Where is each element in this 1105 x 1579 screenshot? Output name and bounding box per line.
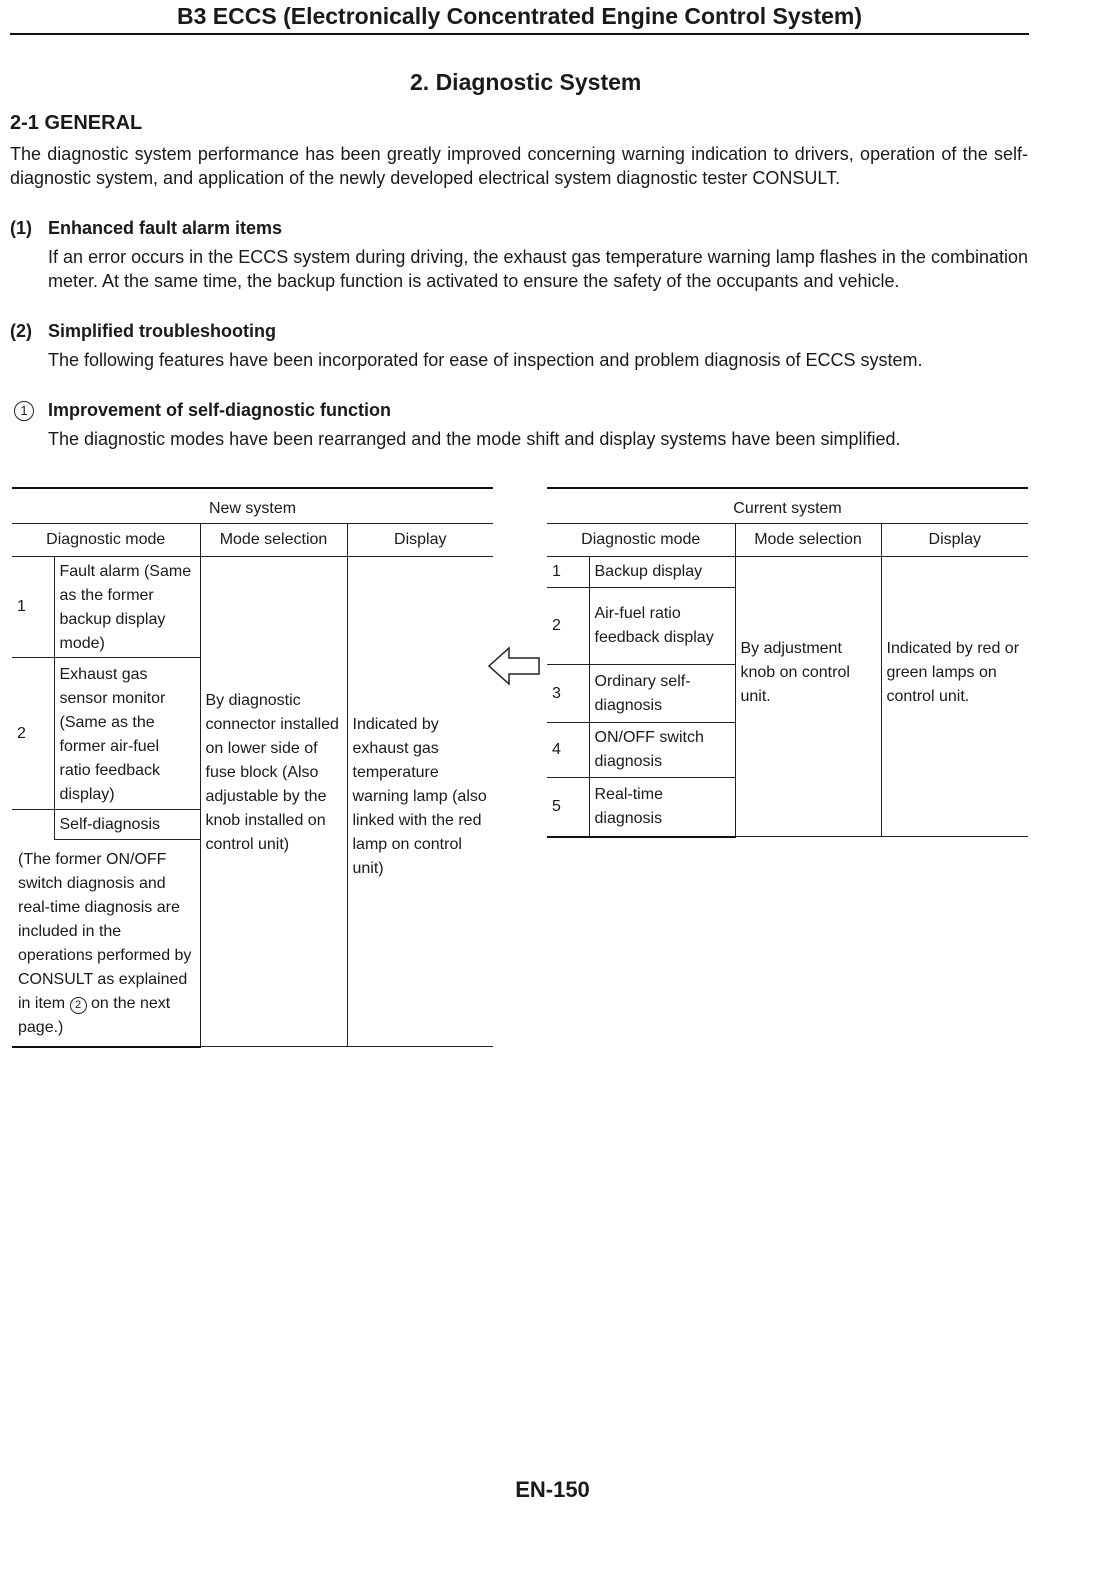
subitem-body: The diagnostic modes have been rearranged and the mode shift and display systems have been simplified. (48, 429, 901, 449)
new-row-2-mode: Exhaust gas sensor monitor (Same as the former air-fuel ratio feedback display) (54, 658, 200, 810)
current-row-2-number: 2 (547, 588, 589, 665)
current-row-2-mode: Air-fuel ratio feedback display (589, 588, 735, 665)
new-row-3-spacer (12, 810, 54, 840)
running-header: B3 ECCS (Electronically Concentrated Engine Control System) (176, 3, 863, 29)
header-rule (10, 33, 1029, 35)
item-1-body: If an error occurs in the ECCS system during driving, the exhaust gas temperature warning lamp flashes in the combination meter. At the same time, the backup function is activated to ensure the safety of the occupants and vehicle. (48, 247, 1028, 291)
item-2-body: The following features have been incorporated for ease of inspection and problem diagnosis of ECCS system. (48, 350, 923, 370)
page-number: EN-150 (515, 1477, 590, 1502)
new-header-diagnostic-mode: Diagnostic mode (12, 524, 200, 557)
current-system-caption: Current system (547, 488, 1028, 524)
subsection-title: 2-1 GENERAL (10, 112, 143, 134)
current-row-1-mode: Backup display (589, 557, 735, 588)
current-header-mode-selection: Mode selection (735, 524, 881, 557)
subitem-title: Improvement of self-diagnostic function (48, 400, 392, 420)
new-row-1-number: 1 (12, 557, 54, 658)
current-system-table (547, 487, 1028, 838)
new-display: Indicated by exhaust gas temperature warning lamp (also linked with the red lamp on control unit) (347, 557, 493, 1047)
intro-paragraph: The diagnostic system performance has been greatly improved concerning warning indication to drivers, operation of the self-diagnostic system, and application of the newly developed electrical system diagnostic tester CONSULT. (10, 144, 1028, 188)
new-note-text-end: on the next page.) (18, 995, 171, 1036)
new-row-1-mode: Fault alarm (Same as the former backup display mode) (54, 557, 200, 658)
item-2-heading (10, 321, 276, 342)
new-header-display: Display (347, 524, 493, 557)
item-2-title: Simplified troubleshooting (48, 321, 276, 341)
new-row-2-number: 2 (12, 658, 54, 810)
new-system-table (12, 487, 493, 1048)
left-arrow-icon (487, 645, 545, 687)
item-2-number: (2) (10, 321, 32, 341)
current-mode-selection: By adjustment knob on control unit. (735, 557, 881, 837)
section-title: 2. Diagnostic System (410, 69, 642, 95)
new-note-item-ref: 2 (70, 997, 87, 1014)
current-row-5-mode: Real-time diagnosis (589, 778, 735, 837)
new-mode-selection: By diagnostic connector installed on lower side of fuse block (Also adjustable by the knob installed on control unit) (200, 557, 347, 1047)
new-system-caption: New system (12, 488, 493, 524)
current-row-3-mode: Ordinary self-diagnosis (589, 665, 735, 723)
new-consult-note (12, 840, 200, 1047)
subitem-number: 1 (14, 401, 34, 421)
current-row-4-number: 4 (547, 723, 589, 778)
current-header-display: Display (881, 524, 1028, 557)
current-row-5-number: 5 (547, 778, 589, 837)
new-row-3-mode: Self-diagnosis (54, 810, 200, 840)
current-row-1-number: 1 (547, 557, 589, 588)
current-row-3-number: 3 (547, 665, 589, 723)
item-1-number: (1) (10, 218, 32, 238)
current-row-4-mode: ON/OFF switch diagnosis (589, 723, 735, 778)
new-header-mode-selection: Mode selection (200, 524, 347, 557)
current-header-diagnostic-mode: Diagnostic mode (547, 524, 735, 557)
item-1-title: Enhanced fault alarm items (48, 218, 283, 238)
new-note-text: (The former ON/OFF switch diagnosis and real-time diagnosis are included in the operations performed by CONSULT as explained in item (18, 851, 192, 1012)
item-1-heading (10, 218, 282, 239)
current-display: Indicated by red or green lamps on control unit. (881, 557, 1028, 837)
subitem-heading (10, 400, 391, 421)
